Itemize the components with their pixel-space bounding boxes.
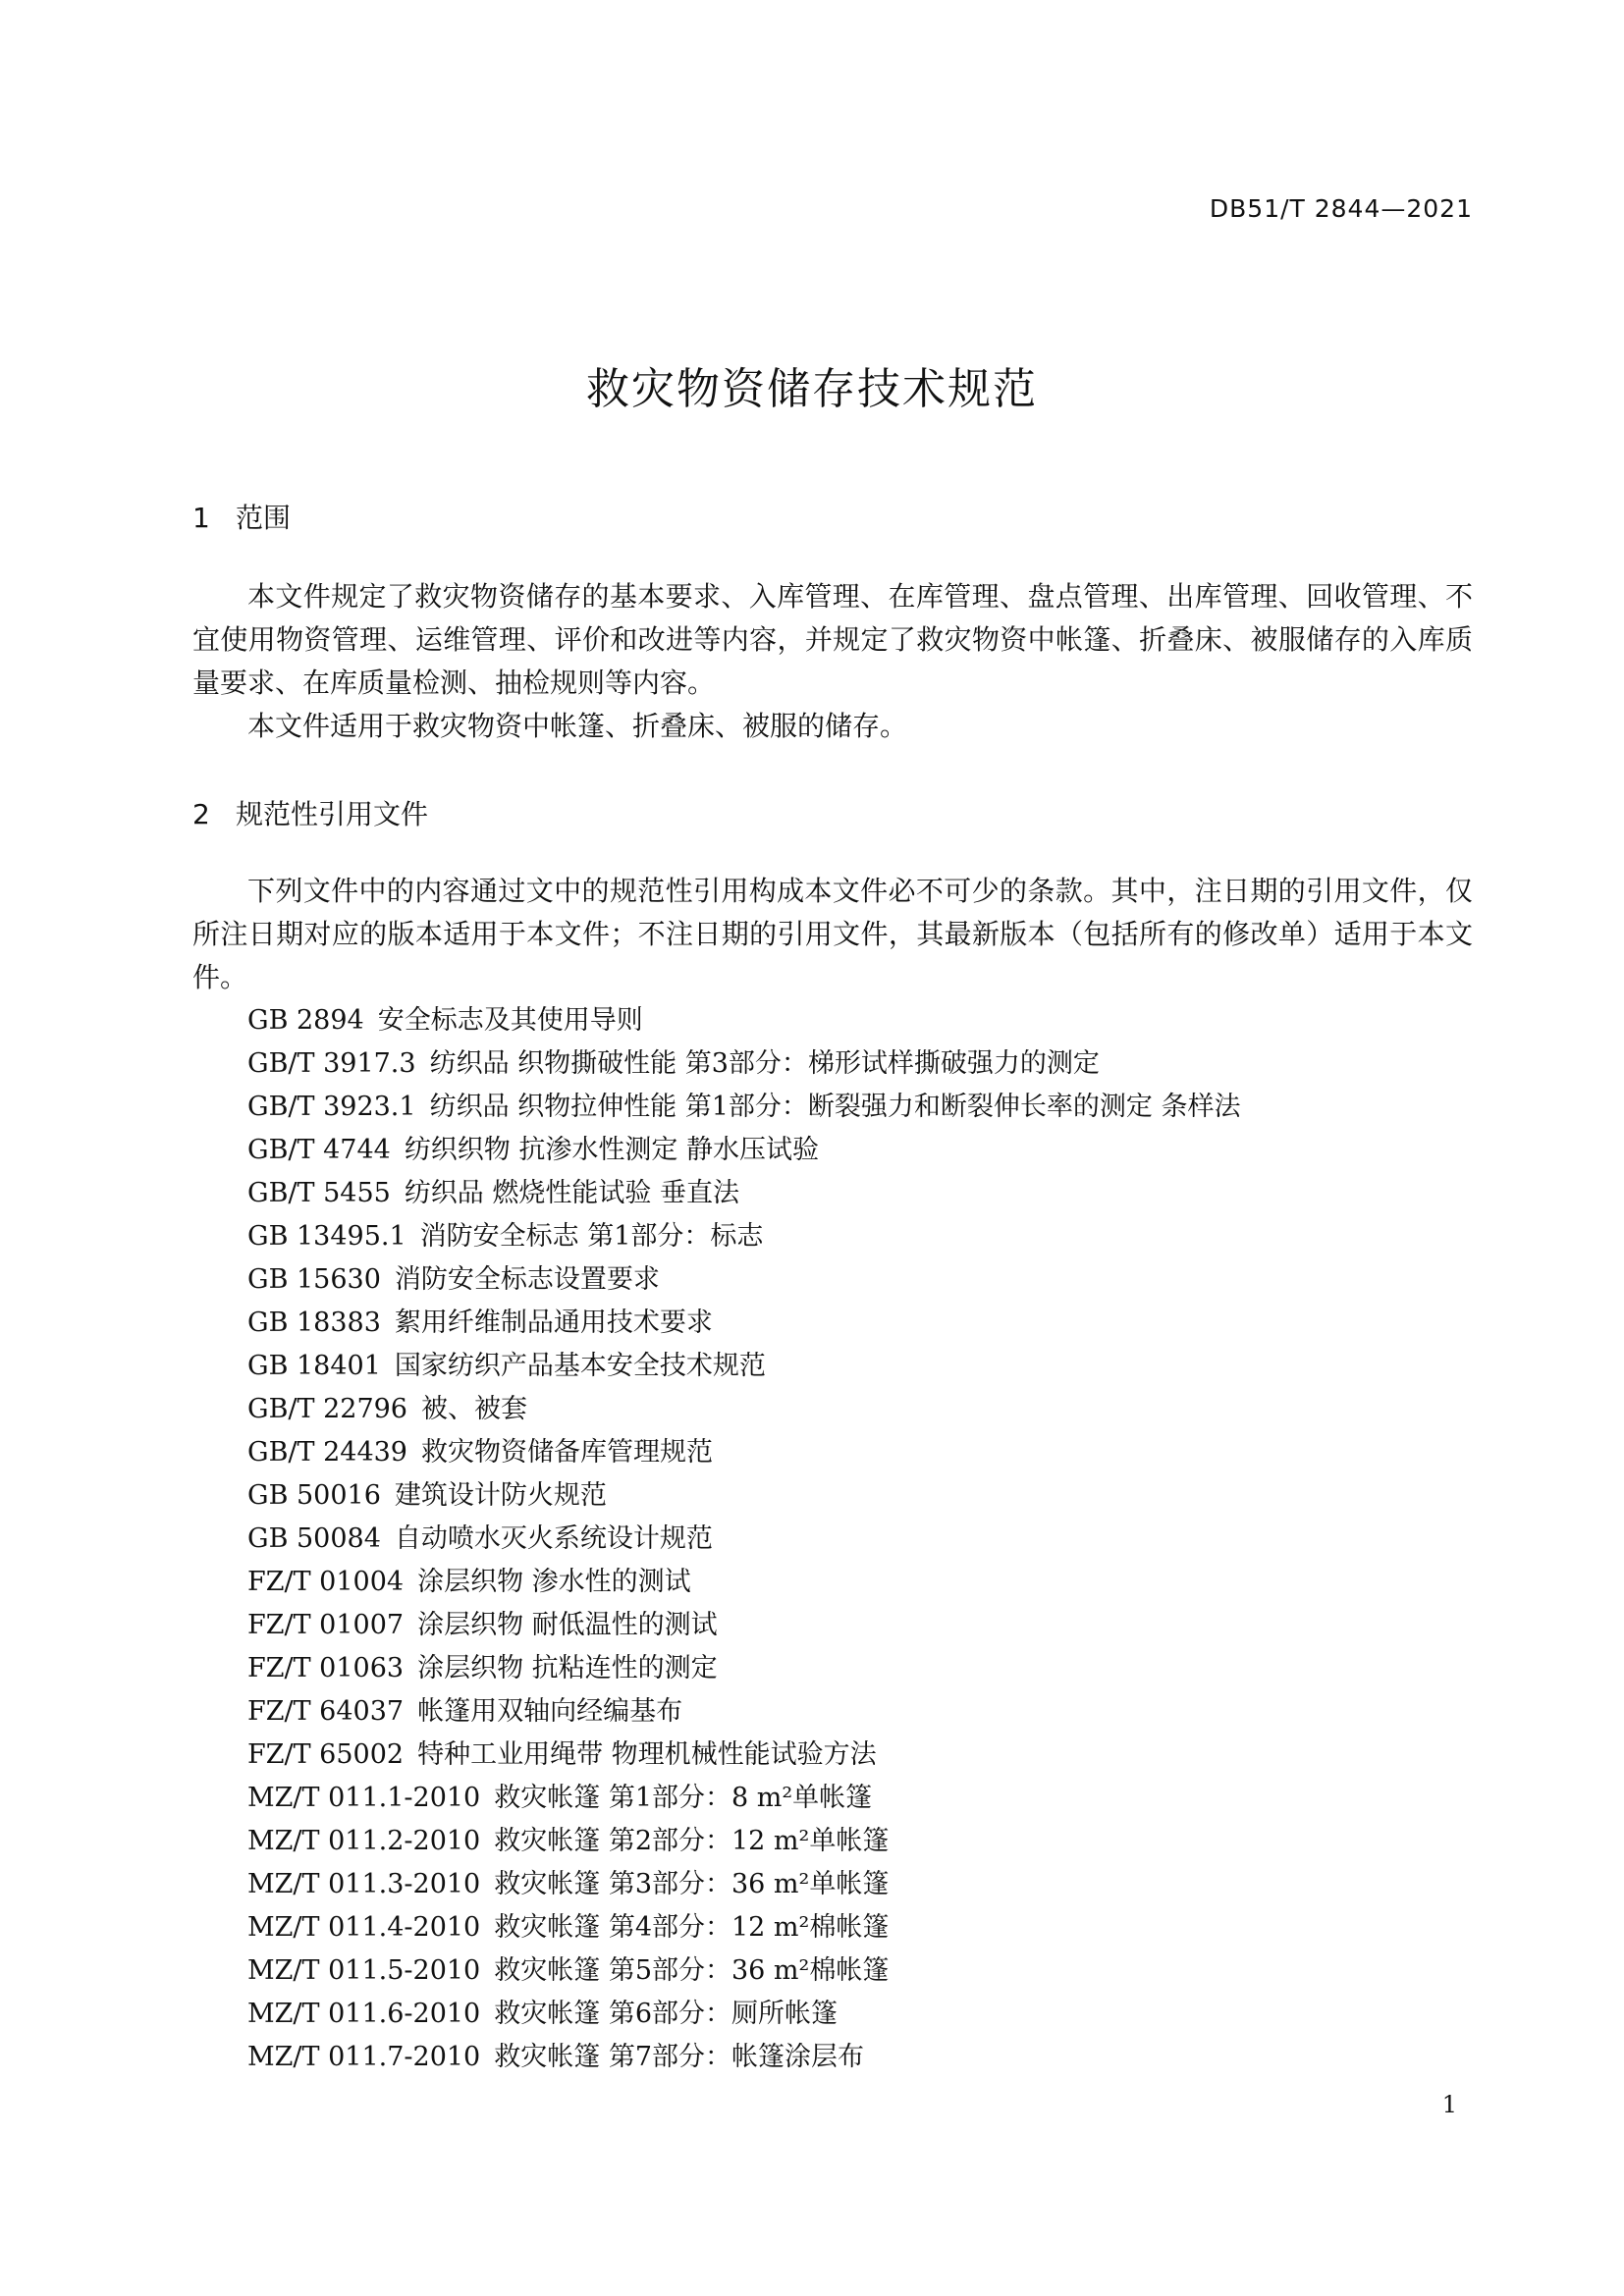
reference-title: 救灾帐篷 第5部分：36 m²棉帐篷: [494, 1955, 890, 1986]
reference-item: [247, 1388, 1473, 1431]
reference-item: [247, 1258, 1473, 1302]
reference-title: 纺织品 织物撕破性能 第3部分：梯形试样撕破强力的测定: [429, 1048, 1100, 1079]
reference-code: GB 15630: [247, 1264, 381, 1295]
reference-code: MZ/T 011.5-2010: [247, 1955, 481, 1986]
reference-item: [247, 1863, 1473, 1906]
reference-item: [247, 1690, 1473, 1734]
reference-code: FZ/T 01004: [247, 1567, 405, 1597]
reference-title: 救灾帐篷 第4部分：12 m²棉帐篷: [494, 1912, 890, 1943]
paragraph: 本文件适用于救灾物资中帐篷、折叠床、被服的储存。: [247, 710, 908, 742]
reference-item: [247, 1215, 1473, 1258]
reference-title: 纺织品 燃烧性能试验 垂直法: [404, 1178, 739, 1208]
reference-code: MZ/T 011.2-2010: [247, 1826, 481, 1856]
reference-item: [247, 1086, 1473, 1129]
section-title: 规范性引用文件: [236, 798, 429, 830]
page-title: 救灾物资储存技术规范: [586, 364, 1038, 414]
reference-title: 安全标志及其使用导则: [377, 1005, 643, 1036]
reference-code: GB 2894: [247, 1005, 364, 1036]
reference-code: GB 13495.1: [247, 1221, 406, 1252]
reference-item: [247, 1820, 1473, 1863]
reference-code: MZ/T 011.7-2010: [247, 2042, 481, 2072]
reference-title: 涂层织物 渗水性的测试: [417, 1567, 691, 1597]
reference-code: MZ/T 011.1-2010: [247, 1783, 481, 1813]
reference-item: [247, 1129, 1473, 1172]
reference-code: GB/T 4744: [247, 1135, 391, 1165]
reference-title: 帐篷用双轴向经编基布: [417, 1696, 683, 1727]
reference-title: 救灾帐篷 第2部分：12 m²单帐篷: [494, 1826, 890, 1856]
reference-title: 消防安全标志设置要求: [394, 1264, 660, 1295]
document-code: DB51/T 2844—2021: [1209, 194, 1473, 223]
reference-list: [247, 999, 1473, 2079]
reference-item: [247, 1777, 1473, 1820]
reference-code: MZ/T 011.4-2010: [247, 1912, 481, 1943]
reference-title: 涂层织物 抗粘连性的测定: [417, 1653, 718, 1683]
reference-code: FZ/T 64037: [247, 1696, 405, 1727]
section-heading-normative-references: [192, 793, 428, 832]
reference-code: GB/T 22796: [247, 1394, 407, 1424]
section-title: 范围: [236, 502, 292, 534]
paragraph: 本文件规定了救灾物资储存的基本要求、入库管理、在库管理、盘点管理、出库管理、回收管理、不宜使用物资管理、运维管理、评价和改进等内容，并规定了救灾物资中帐篷、折叠床、被服储存的入库质量要求、在库质量检测、抽检规则等内容。: [192, 580, 1473, 699]
reference-title: 特种工业用绳带 物理机械性能试验方法: [417, 1739, 877, 1770]
reference-item: [247, 1042, 1473, 1086]
reference-code: MZ/T 011.3-2010: [247, 1869, 481, 1899]
reference-item: [247, 1906, 1473, 1949]
reference-title: 被、被套: [421, 1394, 527, 1424]
reference-title: 自动喷水灭火系统设计规范: [394, 1523, 713, 1554]
reference-code: GB 18383: [247, 1308, 381, 1338]
reference-code: FZ/T 65002: [247, 1739, 405, 1770]
reference-title: 絮用纤维制品通用技术要求: [394, 1308, 713, 1338]
reference-title: 救灾帐篷 第3部分：36 m²单帐篷: [494, 1869, 890, 1899]
reference-item: [247, 1647, 1473, 1690]
reference-code: GB/T 5455: [247, 1178, 391, 1208]
reference-code: GB/T 24439: [247, 1437, 407, 1468]
section-number: 2: [192, 798, 210, 830]
reference-code: MZ/T 011.6-2010: [247, 1999, 481, 2029]
section-heading-scope: [192, 497, 291, 536]
reference-item: [247, 1604, 1473, 1647]
reference-item: [247, 1949, 1473, 1993]
reference-item: [247, 1518, 1473, 1561]
reference-code: FZ/T 01063: [247, 1653, 405, 1683]
section-number: 1: [192, 502, 210, 534]
reference-item: [247, 1302, 1473, 1345]
reference-code: GB 50016: [247, 1480, 381, 1511]
reference-title: 救灾帐篷 第7部分：帐篷涂层布: [494, 2042, 864, 2072]
reference-title: 国家纺织产品基本安全技术规范: [394, 1351, 766, 1381]
reference-title: 建筑设计防火规范: [394, 1480, 607, 1511]
reference-item: [247, 1561, 1473, 1604]
reference-title: 涂层织物 耐低温性的测试: [417, 1610, 718, 1640]
reference-item: [247, 1345, 1473, 1388]
reference-title: 纺织织物 抗渗水性测定 静水压试验: [404, 1135, 819, 1165]
reference-code: GB 18401: [247, 1351, 381, 1381]
reference-item: [247, 999, 1473, 1042]
page-number: 1: [1441, 2091, 1457, 2118]
reference-item: [247, 1993, 1473, 2036]
reference-code: FZ/T 01007: [247, 1610, 405, 1640]
reference-title: 纺织品 织物拉伸性能 第1部分：断裂强力和断裂伸长率的测定 条样法: [429, 1092, 1241, 1122]
reference-code: GB/T 3917.3: [247, 1048, 416, 1079]
reference-item: [247, 1474, 1473, 1518]
reference-title: 救灾帐篷 第6部分：厕所帐篷: [494, 1999, 838, 2029]
reference-item: [247, 2036, 1473, 2079]
reference-title: 消防安全标志 第1部分：标志: [419, 1221, 764, 1252]
reference-code: GB/T 3923.1: [247, 1092, 416, 1122]
reference-item: [247, 1172, 1473, 1215]
paragraph: 下列文件中的内容通过文中的规范性引用构成本文件必不可少的条款。其中，注日期的引用文件，仅所注日期对应的版本适用于本文件；不注日期的引用文件，其最新版本（包括所有的修改单）适用于本文件。: [192, 875, 1473, 993]
reference-title: 救灾物资储备库管理规范: [421, 1437, 713, 1468]
reference-title: 救灾帐篷 第1部分：8 m²单帐篷: [494, 1783, 873, 1813]
reference-code: GB 50084: [247, 1523, 381, 1554]
reference-item: [247, 1431, 1473, 1474]
reference-item: [247, 1734, 1473, 1777]
